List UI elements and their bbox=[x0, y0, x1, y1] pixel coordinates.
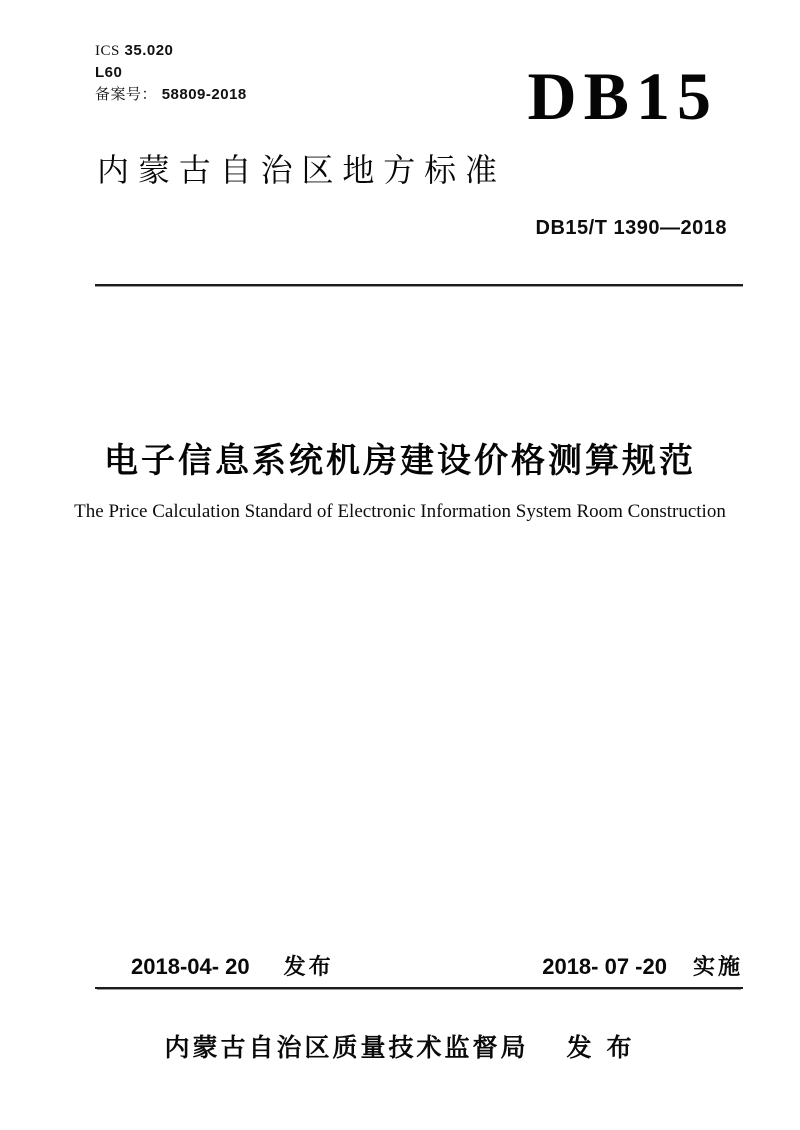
classification-code: L60 bbox=[95, 64, 123, 81]
issue-label: 发布 bbox=[283, 954, 334, 979]
standard-number: DB15/T 1390—2018 bbox=[535, 217, 727, 239]
standard-type-heading: 内 蒙 古 自 治 区 地 方 标 准 bbox=[97, 152, 498, 188]
ics-label: ICS bbox=[95, 43, 120, 59]
implementation-date-group bbox=[542, 950, 743, 981]
publisher-name: 内蒙古自治区质量技术监督局 bbox=[164, 1034, 529, 1062]
ics-line bbox=[95, 40, 247, 62]
issue-date-group bbox=[131, 950, 334, 981]
implementation-label: 实施 bbox=[692, 954, 743, 979]
implementation-date: 2018- 07 -20 bbox=[542, 954, 667, 979]
header-rule bbox=[95, 284, 743, 287]
meta-block bbox=[95, 40, 247, 106]
document-title-english: The Price Calculation Standard of Electronic Information System Room Construction bbox=[74, 501, 726, 522]
document-title-chinese: 电子信息系统机房建设价格测算规范 bbox=[104, 442, 696, 480]
dates-row bbox=[95, 950, 743, 989]
record-number-line bbox=[95, 84, 247, 106]
issue-date: 2018-04- 20 bbox=[131, 954, 250, 979]
publish-action-label: 发 布 bbox=[566, 1034, 636, 1062]
db15-logo: DB15 bbox=[527, 58, 718, 134]
record-number-value: 58809-2018 bbox=[161, 86, 247, 103]
record-number-label: 备案号： bbox=[95, 86, 158, 103]
ics-value: 35.020 bbox=[124, 42, 174, 59]
publisher-row bbox=[0, 1028, 800, 1064]
